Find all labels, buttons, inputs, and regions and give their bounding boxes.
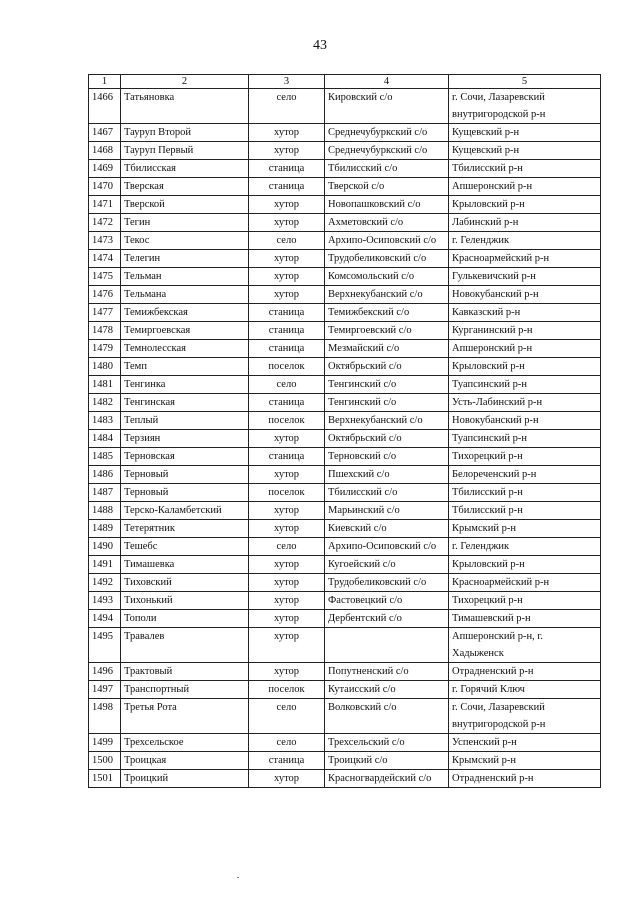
- cell-council: Верхнекубанский с/о: [325, 412, 449, 430]
- cell-type: поселок: [249, 358, 325, 376]
- cell-number: 1474: [89, 250, 121, 268]
- cell-type: поселок: [249, 412, 325, 430]
- cell-settlement: Тенгинка: [121, 376, 249, 394]
- cell-type: станица: [249, 340, 325, 358]
- cell-settlement: Татьяновка: [121, 89, 249, 124]
- cell-type: хутор: [249, 466, 325, 484]
- cell-district: Крыловский р-н: [449, 556, 601, 574]
- cell-number: 1476: [89, 286, 121, 304]
- cell-number: 1495: [89, 628, 121, 663]
- cell-council: Октябрьский с/о: [325, 358, 449, 376]
- cell-district: Тбилисский р-н: [449, 502, 601, 520]
- cell-settlement: Тимашевка: [121, 556, 249, 574]
- cell-type: станица: [249, 160, 325, 178]
- cell-council: Среднечубуркский с/о: [325, 142, 449, 160]
- cell-council: Трудобеликовский с/о: [325, 250, 449, 268]
- cell-number: 1470: [89, 178, 121, 196]
- cell-type: хутор: [249, 196, 325, 214]
- cell-district: Крымский р-н: [449, 520, 601, 538]
- cell-settlement: Тенгинская: [121, 394, 249, 412]
- cell-type: хутор: [249, 592, 325, 610]
- cell-district: Успенский р-н: [449, 734, 601, 752]
- cell-settlement: Темиргоевская: [121, 322, 249, 340]
- cell-type: станица: [249, 394, 325, 412]
- column-header-type: 3: [249, 75, 325, 89]
- cell-settlement: Тешебс: [121, 538, 249, 556]
- cell-district: Апшеронский р-н: [449, 178, 601, 196]
- cell-district: Тихорецкий р-н: [449, 448, 601, 466]
- table-row: [89, 770, 601, 788]
- cell-council: Трудобеликовский с/о: [325, 574, 449, 592]
- cell-settlement: Тихонький: [121, 592, 249, 610]
- cell-number: 1488: [89, 502, 121, 520]
- cell-council: Тверской с/о: [325, 178, 449, 196]
- cell-number: 1500: [89, 752, 121, 770]
- cell-settlement: Тетерятник: [121, 520, 249, 538]
- cell-number: 1475: [89, 268, 121, 286]
- cell-district: Крыловский р-н: [449, 358, 601, 376]
- cell-type: село: [249, 538, 325, 556]
- cell-settlement: Терновый: [121, 484, 249, 502]
- cell-district: Гулькевичский р-н: [449, 268, 601, 286]
- cell-settlement: Тбилисская: [121, 160, 249, 178]
- cell-number: 1483: [89, 412, 121, 430]
- cell-council: Пшехский с/о: [325, 466, 449, 484]
- cell-number: 1468: [89, 142, 121, 160]
- cell-number: 1491: [89, 556, 121, 574]
- cell-settlement: Теплый: [121, 412, 249, 430]
- cell-settlement: Темижбекская: [121, 304, 249, 322]
- cell-settlement: Троицкий: [121, 770, 249, 788]
- table-body: [89, 89, 601, 788]
- cell-council: Трехсельский с/о: [325, 734, 449, 752]
- table-row: [89, 412, 601, 430]
- cell-type: станица: [249, 304, 325, 322]
- table-row: [89, 556, 601, 574]
- cell-settlement: Тельмана: [121, 286, 249, 304]
- cell-number: 1487: [89, 484, 121, 502]
- cell-council: Темиргоевский с/о: [325, 322, 449, 340]
- cell-district: г. Геленджик: [449, 232, 601, 250]
- cell-type: хутор: [249, 770, 325, 788]
- cell-council: Тенгинский с/о: [325, 376, 449, 394]
- cell-number: 1494: [89, 610, 121, 628]
- cell-number: 1489: [89, 520, 121, 538]
- cell-district: Отрадненский р-н: [449, 663, 601, 681]
- table-row: [89, 196, 601, 214]
- cell-settlement: Травалев: [121, 628, 249, 663]
- cell-council: Новопашковский с/о: [325, 196, 449, 214]
- table-row: [89, 448, 601, 466]
- table-row: [89, 484, 601, 502]
- cell-district: Тбилисский р-н: [449, 160, 601, 178]
- cell-number: 1499: [89, 734, 121, 752]
- cell-number: 1469: [89, 160, 121, 178]
- table-row: [89, 752, 601, 770]
- cell-settlement: Телегин: [121, 250, 249, 268]
- cell-type: хутор: [249, 124, 325, 142]
- table-row: [89, 681, 601, 699]
- cell-council: Октябрьский с/о: [325, 430, 449, 448]
- cell-council: Тенгинский с/о: [325, 394, 449, 412]
- cell-district: Крымский р-н: [449, 752, 601, 770]
- table-row: [89, 430, 601, 448]
- cell-district: Апшеронский р-н, г. Хадыженск: [449, 628, 601, 663]
- cell-district: Апшеронский р-н: [449, 340, 601, 358]
- table-row: [89, 699, 601, 734]
- cell-council: Троицкий с/о: [325, 752, 449, 770]
- table-row: [89, 610, 601, 628]
- cell-district: Кущевский р-н: [449, 124, 601, 142]
- cell-district: Новокубанский р-н: [449, 412, 601, 430]
- table-row: [89, 466, 601, 484]
- table-row: [89, 268, 601, 286]
- cell-settlement: Тауруп Первый: [121, 142, 249, 160]
- cell-council: Кутаисский с/о: [325, 681, 449, 699]
- cell-district: Отрадненский р-н: [449, 770, 601, 788]
- cell-district: Красноармейский р-н: [449, 574, 601, 592]
- cell-district: Усть-Лабинский р-н: [449, 394, 601, 412]
- table-row: [89, 520, 601, 538]
- table-row: [89, 304, 601, 322]
- cell-district: Туапсинский р-н: [449, 430, 601, 448]
- cell-district: Тихорецкий р-н: [449, 592, 601, 610]
- cell-settlement: Тельман: [121, 268, 249, 286]
- cell-settlement: Тверской: [121, 196, 249, 214]
- cell-settlement: Терско-Каламбетский: [121, 502, 249, 520]
- cell-number: 1472: [89, 214, 121, 232]
- cell-council: Марьинский с/о: [325, 502, 449, 520]
- table-row: [89, 340, 601, 358]
- cell-district: Тимашевский р-н: [449, 610, 601, 628]
- cell-type: хутор: [249, 663, 325, 681]
- cell-council: Киевский с/о: [325, 520, 449, 538]
- table-row: [89, 286, 601, 304]
- cell-district: Кущевский р-н: [449, 142, 601, 160]
- cell-number: 1480: [89, 358, 121, 376]
- cell-council: Тбилисский с/о: [325, 160, 449, 178]
- cell-type: село: [249, 89, 325, 124]
- cell-council: Красногвардейский с/о: [325, 770, 449, 788]
- cell-council: Дербентский с/о: [325, 610, 449, 628]
- cell-settlement: Троицкая: [121, 752, 249, 770]
- table-row: [89, 124, 601, 142]
- table-row: [89, 178, 601, 196]
- cell-type: станица: [249, 752, 325, 770]
- cell-type: село: [249, 376, 325, 394]
- cell-number: 1501: [89, 770, 121, 788]
- table-row: [89, 394, 601, 412]
- table-row: [89, 322, 601, 340]
- table-row: [89, 628, 601, 663]
- table-row: [89, 160, 601, 178]
- cell-council: Терновский с/о: [325, 448, 449, 466]
- cell-type: хутор: [249, 142, 325, 160]
- table-row: [89, 574, 601, 592]
- cell-type: хутор: [249, 628, 325, 663]
- cell-council: Тбилисский с/о: [325, 484, 449, 502]
- column-header-number: 1: [89, 75, 121, 89]
- cell-type: хутор: [249, 286, 325, 304]
- cell-council: Кировский с/о: [325, 89, 449, 124]
- cell-council: [325, 628, 449, 663]
- cell-council: Попутненский с/о: [325, 663, 449, 681]
- cell-district: г. Горячий Ключ: [449, 681, 601, 699]
- cell-district: Курганинский р-н: [449, 322, 601, 340]
- cell-district: Белореченский р-н: [449, 466, 601, 484]
- cell-number: 1482: [89, 394, 121, 412]
- cell-settlement: Трактовый: [121, 663, 249, 681]
- cell-number: 1490: [89, 538, 121, 556]
- cell-district: Крыловский р-н: [449, 196, 601, 214]
- cell-number: 1471: [89, 196, 121, 214]
- cell-council: Мезмайский с/о: [325, 340, 449, 358]
- cell-council: Комсомольский с/о: [325, 268, 449, 286]
- cell-district: Новокубанский р-н: [449, 286, 601, 304]
- cell-council: Среднечубуркский с/о: [325, 124, 449, 142]
- cell-number: 1467: [89, 124, 121, 142]
- cell-number: 1497: [89, 681, 121, 699]
- cell-settlement: Транспортный: [121, 681, 249, 699]
- cell-number: 1493: [89, 592, 121, 610]
- cell-type: хутор: [249, 268, 325, 286]
- cell-type: хутор: [249, 520, 325, 538]
- table-row: [89, 734, 601, 752]
- cell-type: село: [249, 232, 325, 250]
- cell-type: поселок: [249, 681, 325, 699]
- table-row: [89, 142, 601, 160]
- cell-settlement: Терзиян: [121, 430, 249, 448]
- cell-type: станица: [249, 448, 325, 466]
- cell-type: село: [249, 699, 325, 734]
- cell-district: г. Сочи, Лазаревский внутригородской р-н: [449, 699, 601, 734]
- cell-council: Фастовецкий с/о: [325, 592, 449, 610]
- cell-number: 1479: [89, 340, 121, 358]
- column-header-settlement: 2: [121, 75, 249, 89]
- cell-district: г. Геленджик: [449, 538, 601, 556]
- table-row: [89, 358, 601, 376]
- table-row: [89, 502, 601, 520]
- table-row: [89, 89, 601, 124]
- cell-number: 1498: [89, 699, 121, 734]
- table-row: [89, 538, 601, 556]
- column-header-council: 4: [325, 75, 449, 89]
- settlements-table: [88, 74, 601, 788]
- cell-settlement: Тегин: [121, 214, 249, 232]
- cell-number: 1473: [89, 232, 121, 250]
- cell-settlement: Тиховский: [121, 574, 249, 592]
- cell-settlement: Тополи: [121, 610, 249, 628]
- cell-district: Туапсинский р-н: [449, 376, 601, 394]
- cell-settlement: Третья Рота: [121, 699, 249, 734]
- cell-type: станица: [249, 322, 325, 340]
- table-row: [89, 232, 601, 250]
- scan-mark: [237, 877, 239, 878]
- cell-district: Лабинский р-н: [449, 214, 601, 232]
- cell-council: Архипо-Осиповский с/о: [325, 538, 449, 556]
- column-header-district: 5: [449, 75, 601, 89]
- cell-number: 1481: [89, 376, 121, 394]
- cell-number: 1486: [89, 466, 121, 484]
- cell-settlement: Темп: [121, 358, 249, 376]
- cell-settlement: Тауруп Второй: [121, 124, 249, 142]
- cell-district: Кавказский р-н: [449, 304, 601, 322]
- cell-settlement: Трехсельское: [121, 734, 249, 752]
- cell-council: Архипо-Осиповский с/о: [325, 232, 449, 250]
- cell-type: хутор: [249, 430, 325, 448]
- cell-type: станица: [249, 178, 325, 196]
- cell-number: 1478: [89, 322, 121, 340]
- cell-settlement: Терновская: [121, 448, 249, 466]
- cell-type: хутор: [249, 214, 325, 232]
- cell-type: хутор: [249, 610, 325, 628]
- table-row: [89, 663, 601, 681]
- cell-number: 1466: [89, 89, 121, 124]
- cell-district: Красноармейский р-н: [449, 250, 601, 268]
- table-header: [89, 75, 601, 89]
- table-row: [89, 214, 601, 232]
- cell-type: хутор: [249, 574, 325, 592]
- cell-settlement: Терновый: [121, 466, 249, 484]
- cell-type: хутор: [249, 556, 325, 574]
- header-row: [89, 75, 601, 89]
- cell-type: поселок: [249, 484, 325, 502]
- cell-council: Кугоейский с/о: [325, 556, 449, 574]
- cell-council: Верхнекубанский с/о: [325, 286, 449, 304]
- cell-council: Темижбекский с/о: [325, 304, 449, 322]
- table-row: [89, 250, 601, 268]
- cell-district: г. Сочи, Лазаревский внутригородской р-н: [449, 89, 601, 124]
- cell-number: 1496: [89, 663, 121, 681]
- cell-type: хутор: [249, 250, 325, 268]
- table-row: [89, 376, 601, 394]
- cell-number: 1477: [89, 304, 121, 322]
- cell-district: Тбилисский р-н: [449, 484, 601, 502]
- cell-type: село: [249, 734, 325, 752]
- cell-council: Волковский с/о: [325, 699, 449, 734]
- cell-number: 1492: [89, 574, 121, 592]
- cell-number: 1485: [89, 448, 121, 466]
- cell-settlement: Текос: [121, 232, 249, 250]
- table-row: [89, 592, 601, 610]
- page-number: 43: [313, 38, 327, 53]
- cell-number: 1484: [89, 430, 121, 448]
- cell-settlement: Тверская: [121, 178, 249, 196]
- cell-type: хутор: [249, 502, 325, 520]
- cell-settlement: Темнолесская: [121, 340, 249, 358]
- cell-council: Ахметовский с/о: [325, 214, 449, 232]
